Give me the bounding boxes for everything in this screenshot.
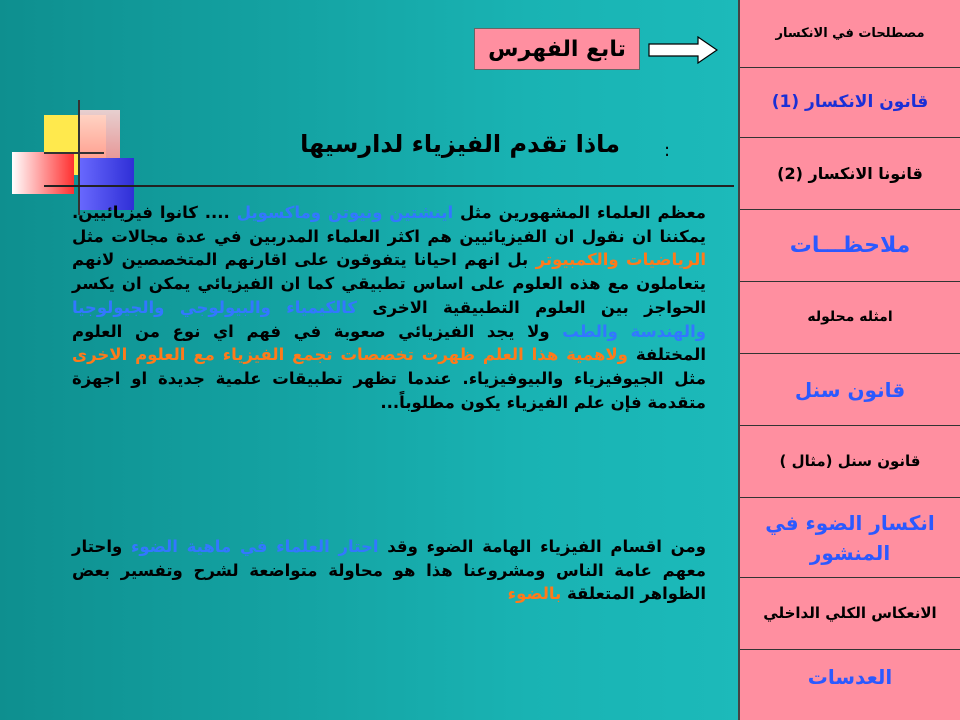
nav-prism-refraction[interactable]: انكسار الضوء في المنشور [740,498,960,578]
right-arrow-icon [648,36,718,64]
nav-snell-example[interactable]: قانون سنل (مثال ) [740,426,960,498]
text-segment: الرياضيات والكمبيوتر [535,250,706,270]
text-segment: اينشتين ونيوتن وماكسويل [236,203,454,222]
title-colon: : [664,140,671,161]
text-segment: .... كانوا فيزيائيين. يمكننا ان نقول ان الفيزيائيين هم اكثر العلماء المدربين في عدة مجالات مثل [72,203,706,246]
title-underline [44,185,734,187]
nav-refraction-laws-2[interactable]: قانونا الانكسار (2) [740,138,960,210]
nav-snell-law[interactable]: قانون سنل [740,354,960,426]
decor-red-square [12,152,74,194]
nav-lenses[interactable]: العدسات [807,665,893,689]
text-segment: كالكيمياء والبيولوجي والجيولوجيا والهندسة والطب [72,297,706,341]
text-segment: ومن اقسام الفيزياء الهامة الضوء وقد [378,537,706,556]
text-segment: ولاهمية هذا العلم ظهرت تخصصات تجمع الفيزياء مع العلوم الاخرى [72,345,628,365]
sidebar-nav [738,0,960,720]
nav-solved-examples[interactable]: امثله محلوله [740,282,960,354]
nav-refraction-terms[interactable]: مصطلحات في الانكسار [740,0,960,68]
text-segment: معظم العلماء المشهورين مثل [453,203,706,222]
text-segment: مثل الجيوفيزياء والبيوفيزياء. عندما تظهر تطبيقات علمية جديدة او اجهزة متقدمة فإن علم الفيزياء يكون مطلوباً... [72,368,706,412]
text-segment: ولا يجد الفيزيائي صعوبة في فهم اي نوع من العلوم المختلفة [72,321,706,365]
nav-notes[interactable]: ملاحظـــات [740,210,960,282]
decor-short-line [44,152,104,154]
text-segment: بل انهم احيانا يتفوقون على اقارنهم المتخصصين لانهم يتعاملون مع هذه العلوم على اساس تطبيقي كما ان الفيزيائي يمكن ان يكسر الحواجز بين العلوم التطبيقية الاخرى [72,250,706,317]
decor-vertical-line [78,100,80,215]
light-paragraph [72,535,706,606]
text-segment: بالضوء [507,584,562,604]
page-title: ماذا تقدم الفيزياء لدارسيها [300,130,620,158]
nav-total-internal-reflection[interactable]: الانعكاس الكلي الداخلي [740,578,960,650]
nav-refraction-law-1[interactable]: قانون الانكسار (1) [740,68,960,138]
intro-paragraph [72,201,706,414]
text-segment: احتار العلماء في ماهية الضوء [130,537,379,556]
index-continue-button[interactable]: تابع الفهرس [474,28,640,70]
text-segment: واحتار معهم عامة الناس ومشروعنا هذا هو محاولة متواضعة لشرح وتفسير بعض الظواهر المتعلقة [72,537,706,604]
